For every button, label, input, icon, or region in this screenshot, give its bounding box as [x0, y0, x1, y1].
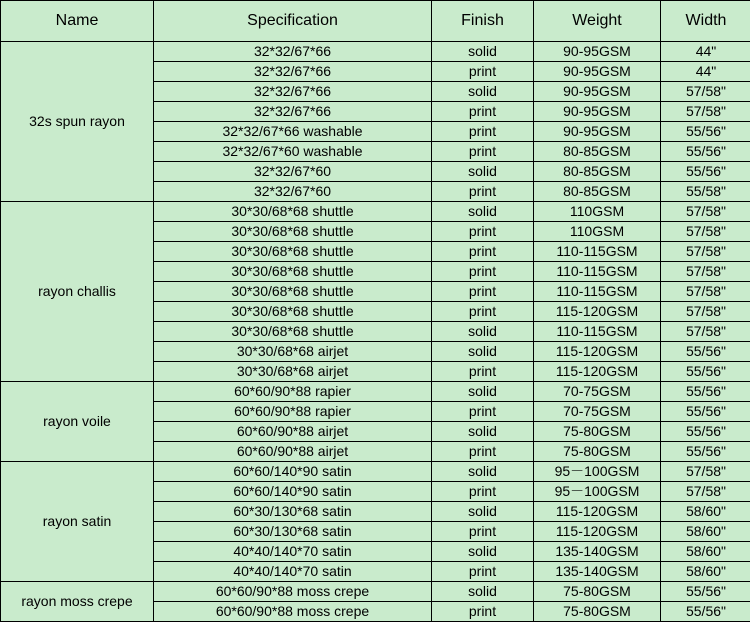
header-finish: Finish	[432, 1, 534, 42]
width-cell: 57/58"	[661, 282, 750, 302]
spec-cell: 32*32/67*60 washable	[154, 142, 432, 162]
finish-cell: solid	[432, 582, 534, 602]
finish-cell: solid	[432, 462, 534, 482]
weight-cell: 90-95GSM	[534, 62, 661, 82]
weight-cell: 75-80GSM	[534, 442, 661, 462]
width-cell: 57/58"	[661, 462, 750, 482]
width-cell: 55/56"	[661, 602, 750, 622]
header-width: Width	[661, 1, 750, 42]
group-name-cell: rayon moss crepe	[1, 582, 154, 622]
width-cell: 44"	[661, 42, 750, 62]
spec-cell: 60*60/90*88 moss crepe	[154, 602, 432, 622]
width-cell: 58/60"	[661, 502, 750, 522]
width-cell: 55/56"	[661, 422, 750, 442]
weight-cell: 110GSM	[534, 202, 661, 222]
spec-cell: 32*32/67*66	[154, 102, 432, 122]
finish-cell: solid	[432, 542, 534, 562]
spec-cell: 60*60/140*90 satin	[154, 482, 432, 502]
table-row	[1, 382, 750, 402]
group-name-cell: rayon challis	[1, 202, 154, 382]
header-weight: Weight	[534, 1, 661, 42]
width-cell: 57/58"	[661, 222, 750, 242]
width-cell: 57/58"	[661, 322, 750, 342]
finish-cell: solid	[432, 42, 534, 62]
width-cell: 58/60"	[661, 542, 750, 562]
weight-cell: 80-85GSM	[534, 162, 661, 182]
weight-cell: 95－100GSM	[534, 482, 661, 502]
weight-cell: 70-75GSM	[534, 382, 661, 402]
weight-cell: 110GSM	[534, 222, 661, 242]
weight-cell: 95－100GSM	[534, 462, 661, 482]
weight-cell: 110-115GSM	[534, 242, 661, 262]
finish-cell: print	[432, 522, 534, 542]
header-row	[1, 1, 750, 42]
weight-cell: 90-95GSM	[534, 102, 661, 122]
width-cell: 55/56"	[661, 142, 750, 162]
spec-cell: 32*32/67*60	[154, 162, 432, 182]
weight-cell: 80-85GSM	[534, 142, 661, 162]
weight-cell: 90-95GSM	[534, 122, 661, 142]
weight-cell: 110-115GSM	[534, 282, 661, 302]
table-row	[1, 462, 750, 482]
weight-cell: 75-80GSM	[534, 582, 661, 602]
width-cell: 44"	[661, 62, 750, 82]
weight-cell: 115-120GSM	[534, 502, 661, 522]
weight-cell: 110-115GSM	[534, 322, 661, 342]
spec-cell: 32*32/67*66	[154, 42, 432, 62]
spec-cell: 30*30/68*68 shuttle	[154, 302, 432, 322]
width-cell: 57/58"	[661, 82, 750, 102]
spec-cell: 60*60/140*90 satin	[154, 462, 432, 482]
width-cell: 55/56"	[661, 162, 750, 182]
spec-cell: 60*60/90*88 rapier	[154, 382, 432, 402]
finish-cell: solid	[432, 322, 534, 342]
spec-cell: 30*30/68*68 airjet	[154, 342, 432, 362]
spec-cell: 30*30/68*68 shuttle	[154, 282, 432, 302]
group-name-cell: rayon satin	[1, 462, 154, 582]
width-cell: 55/56"	[661, 342, 750, 362]
finish-cell: print	[432, 402, 534, 422]
group-name-cell: rayon voile	[1, 382, 154, 462]
finish-cell: print	[432, 282, 534, 302]
spec-cell: 60*60/90*88 airjet	[154, 422, 432, 442]
width-cell: 57/58"	[661, 302, 750, 322]
width-cell: 57/58"	[661, 482, 750, 502]
spec-cell: 30*30/68*68 shuttle	[154, 222, 432, 242]
width-cell: 58/60"	[661, 562, 750, 582]
spec-cell: 60*30/130*68 satin	[154, 502, 432, 522]
width-cell: 57/58"	[661, 102, 750, 122]
weight-cell: 115-120GSM	[534, 342, 661, 362]
width-cell: 55/56"	[661, 402, 750, 422]
spec-cell: 32*32/67*66 washable	[154, 122, 432, 142]
finish-cell: print	[432, 102, 534, 122]
table-row	[1, 42, 750, 62]
width-cell: 55/56"	[661, 122, 750, 142]
finish-cell: print	[432, 62, 534, 82]
weight-cell: 135-140GSM	[534, 562, 661, 582]
table-row	[1, 202, 750, 222]
finish-cell: print	[432, 602, 534, 622]
spec-cell: 40*40/140*70 satin	[154, 542, 432, 562]
weight-cell: 75-80GSM	[534, 422, 661, 442]
width-cell: 55/58"	[661, 182, 750, 202]
group-name-cell: 32s spun rayon	[1, 42, 154, 202]
table-body	[1, 42, 750, 622]
weight-cell: 115-120GSM	[534, 302, 661, 322]
finish-cell: solid	[432, 422, 534, 442]
spec-cell: 32*32/67*66	[154, 82, 432, 102]
width-cell: 57/58"	[661, 202, 750, 222]
header-name: Name	[1, 1, 154, 42]
weight-cell: 135-140GSM	[534, 542, 661, 562]
finish-cell: print	[432, 142, 534, 162]
width-cell: 55/56"	[661, 442, 750, 462]
weight-cell: 115-120GSM	[534, 522, 661, 542]
weight-cell: 75-80GSM	[534, 602, 661, 622]
finish-cell: print	[432, 182, 534, 202]
finish-cell: print	[432, 482, 534, 502]
finish-cell: solid	[432, 162, 534, 182]
finish-cell: print	[432, 442, 534, 462]
table-row	[1, 582, 750, 602]
spec-cell: 32*32/67*66	[154, 62, 432, 82]
width-cell: 55/56"	[661, 362, 750, 382]
spec-cell: 60*60/90*88 airjet	[154, 442, 432, 462]
finish-cell: print	[432, 242, 534, 262]
spec-cell: 32*32/67*60	[154, 182, 432, 202]
weight-cell: 110-115GSM	[534, 262, 661, 282]
finish-cell: solid	[432, 382, 534, 402]
finish-cell: print	[432, 122, 534, 142]
spec-cell: 60*60/90*88 moss crepe	[154, 582, 432, 602]
finish-cell: solid	[432, 342, 534, 362]
finish-cell: print	[432, 222, 534, 242]
weight-cell: 90-95GSM	[534, 82, 661, 102]
width-cell: 55/56"	[661, 582, 750, 602]
spec-cell: 30*30/68*68 shuttle	[154, 242, 432, 262]
weight-cell: 70-75GSM	[534, 402, 661, 422]
spec-cell: 30*30/68*68 shuttle	[154, 202, 432, 222]
weight-cell: 80-85GSM	[534, 182, 661, 202]
spec-cell: 30*30/68*68 shuttle	[154, 322, 432, 342]
header-specification: Specification	[154, 1, 432, 42]
width-cell: 55/56"	[661, 382, 750, 402]
finish-cell: print	[432, 562, 534, 582]
spec-cell: 60*30/130*68 satin	[154, 522, 432, 542]
finish-cell: print	[432, 362, 534, 382]
weight-cell: 115-120GSM	[534, 362, 661, 382]
spec-cell: 30*30/68*68 airjet	[154, 362, 432, 382]
width-cell: 57/58"	[661, 242, 750, 262]
spec-cell: 30*30/68*68 shuttle	[154, 262, 432, 282]
spec-cell: 60*60/90*88 rapier	[154, 402, 432, 422]
finish-cell: solid	[432, 82, 534, 102]
width-cell: 58/60"	[661, 522, 750, 542]
finish-cell: print	[432, 302, 534, 322]
finish-cell: solid	[432, 202, 534, 222]
finish-cell: solid	[432, 502, 534, 522]
spec-cell: 40*40/140*70 satin	[154, 562, 432, 582]
width-cell: 57/58"	[661, 262, 750, 282]
weight-cell: 90-95GSM	[534, 42, 661, 62]
finish-cell: print	[432, 262, 534, 282]
